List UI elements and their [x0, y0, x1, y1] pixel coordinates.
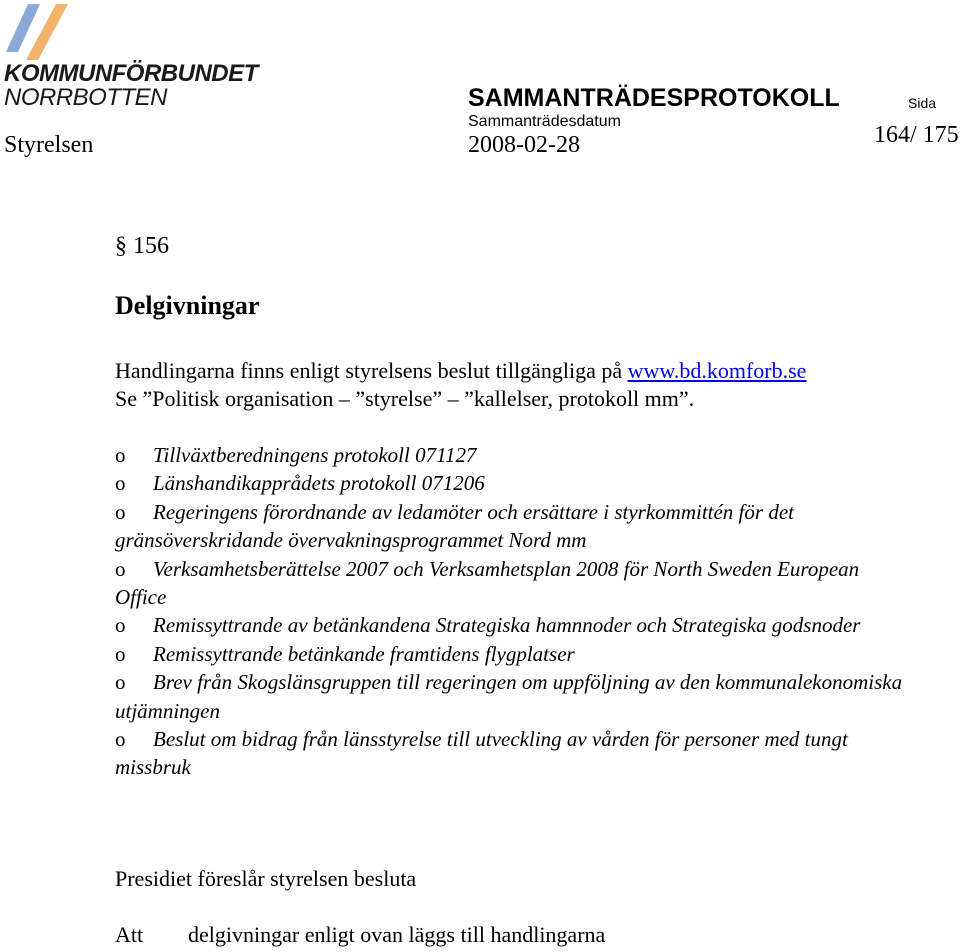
- list-item: [115, 611, 915, 639]
- bullet: o: [115, 670, 126, 695]
- list-item-text: Remissyttrande betänkande framtidens flygplatser: [153, 641, 575, 666]
- bullet: o: [115, 499, 126, 524]
- org-name-line2: NORRBOTTEN: [4, 84, 167, 111]
- logo-stripes-icon: [4, 2, 84, 64]
- website-link[interactable]: www.bd.komforb.se: [627, 358, 807, 383]
- org-name-line1: KOMMUNFÖRBUNDET: [4, 60, 258, 87]
- bullet: o: [115, 727, 126, 752]
- list-item: [115, 441, 915, 469]
- page-number: 164/ 175: [874, 122, 959, 148]
- list-item-text: Brev från Skogslänsgruppen till regeringen om uppföljning av den kommunalekonomiska utjämningen: [115, 670, 903, 723]
- list-item: [115, 640, 915, 668]
- att-label: Att: [115, 922, 144, 947]
- bullet: o: [115, 471, 126, 496]
- section-heading: Delgivningar: [115, 291, 260, 320]
- list-item-text: Regeringens förordnande av ledamöter och ersättare i styrkommittén för det gränsöverskridande övervakningsprogrammet Nord mm: [115, 499, 794, 553]
- bullet: o: [115, 556, 126, 581]
- board-name: Styrelsen: [4, 132, 94, 158]
- document-title: SAMMANTRÄDESPROTOKOLL: [468, 84, 840, 112]
- list-item: [115, 555, 915, 612]
- list-item-text: Länshandikapprådets protokoll 071206: [153, 471, 485, 496]
- intro-text: Handlingarna finns enligt styrelsens beslut tillgängliga på: [115, 358, 628, 383]
- list-item: [115, 725, 915, 782]
- page-label: Sida: [908, 95, 937, 111]
- bullet: o: [115, 613, 126, 638]
- paragraph-number: § 156: [115, 233, 169, 259]
- list-item-text: Remissyttrande av betänkandena Strategiska hamnnoder och Strategiska godsnoder: [153, 613, 861, 638]
- list-item-text: Beslut om bidrag från länsstyrelse till utveckling av vården för personer med tungt missbruk: [115, 727, 848, 780]
- list-item: [115, 668, 915, 725]
- bullet: o: [115, 641, 126, 666]
- bullet: o: [115, 443, 126, 467]
- list-item: [115, 469, 915, 497]
- list-item-text: Tillväxtberedningens protokoll 071127: [153, 443, 477, 467]
- intro-line: [115, 358, 806, 384]
- path-line: Se ”Politisk organisation – ”styrelse” – ”kallelser, protokoll mm”.: [115, 386, 695, 411]
- proposal-text: Presidiet föreslår styrelsen besluta: [115, 866, 417, 891]
- meeting-date: 2008-02-28: [468, 132, 580, 158]
- list-item-text: Verksamhetsberättelse 2007 och Verksamhetsplan 2008 för North Sweden European Office: [115, 556, 860, 610]
- list-item: [115, 498, 915, 555]
- delivery-list: [115, 441, 915, 782]
- meeting-date-label: Sammanträdesdatum: [468, 113, 621, 130]
- decision-text: delgivningar enligt ovan läggs till handlingarna: [188, 922, 606, 947]
